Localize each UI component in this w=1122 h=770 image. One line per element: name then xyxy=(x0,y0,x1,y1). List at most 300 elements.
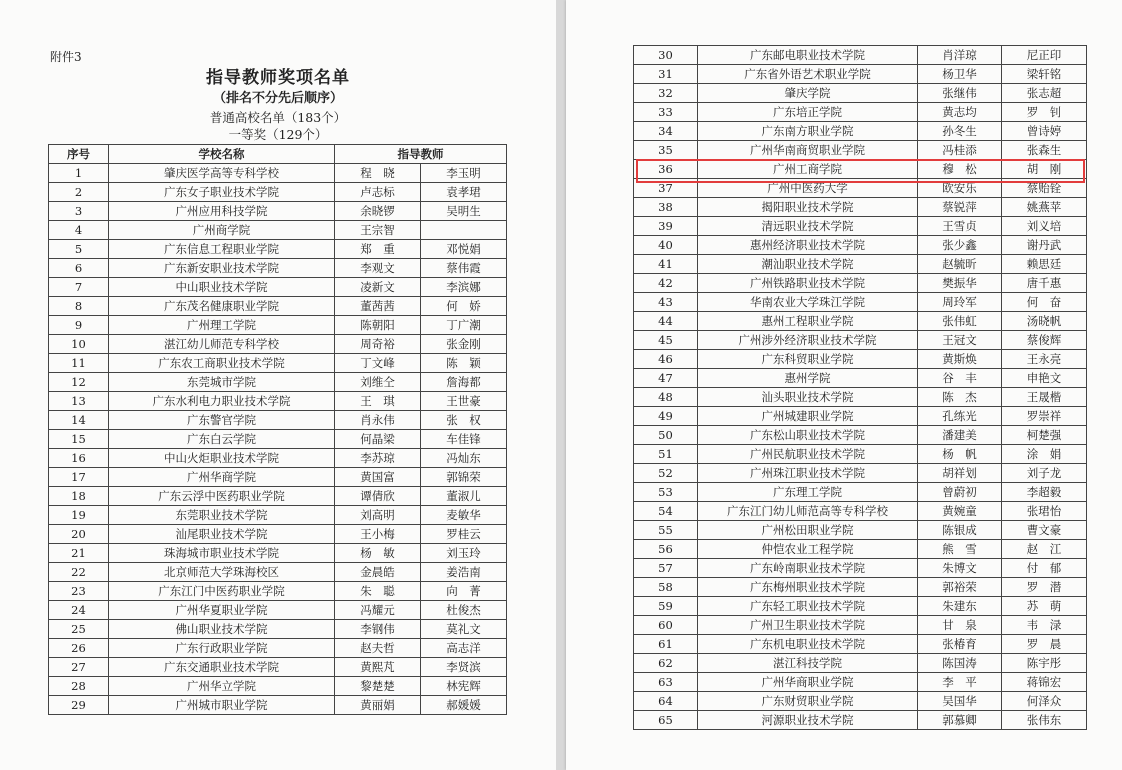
cell-teacher-2: 张珺怡 xyxy=(1002,502,1087,521)
table-row xyxy=(634,236,1087,255)
cell-teacher-2: 赖思廷 xyxy=(1002,255,1087,274)
cell-teacher-2: 唐千惠 xyxy=(1002,274,1087,293)
cell-teacher-1: 金晨皓 xyxy=(335,563,421,582)
cell-school: 广州珠江职业技术学院 xyxy=(698,464,918,483)
cell-teacher-2: 蔡俊辉 xyxy=(1002,331,1087,350)
cell-teacher-1: 周奇裕 xyxy=(335,335,421,354)
cell-school: 广州华商学院 xyxy=(109,468,335,487)
table-row xyxy=(49,544,507,563)
cell-no: 57 xyxy=(634,559,698,578)
cell-teacher-1: 张伟虹 xyxy=(918,312,1002,331)
cell-school: 广东江门中医药职业学院 xyxy=(109,582,335,601)
cell-school: 广东交通职业技术学院 xyxy=(109,658,335,677)
cell-teacher-1: 李苏琼 xyxy=(335,449,421,468)
table-row xyxy=(49,525,507,544)
cell-teacher-1: 冯桂添 xyxy=(918,141,1002,160)
cell-school: 广东农工商职业技术学院 xyxy=(109,354,335,373)
cell-no: 36 xyxy=(634,160,698,179)
cell-teacher-1: 穆 松 xyxy=(918,160,1002,179)
cell-no: 20 xyxy=(49,525,109,544)
table-header-row xyxy=(49,145,507,164)
table-row xyxy=(634,369,1087,388)
cell-teacher-2: 张志超 xyxy=(1002,84,1087,103)
cell-teacher-2: 张 权 xyxy=(421,411,507,430)
cell-teacher-2: 汤晓帆 xyxy=(1002,312,1087,331)
table-row xyxy=(49,335,507,354)
cell-school: 广州城市职业学院 xyxy=(109,696,335,715)
cell-teacher-1: 刘高明 xyxy=(335,506,421,525)
cell-teacher-1: 周玲军 xyxy=(918,293,1002,312)
cell-no: 9 xyxy=(49,316,109,335)
cell-teacher-2: 李超毅 xyxy=(1002,483,1087,502)
cell-teacher-1: 张椿育 xyxy=(918,635,1002,654)
cell-teacher-2: 张森生 xyxy=(1002,141,1087,160)
cell-school: 广州华商职业学院 xyxy=(698,673,918,692)
cell-school: 广东岭南职业技术学院 xyxy=(698,559,918,578)
cell-school: 广东省外语艺术职业学院 xyxy=(698,65,918,84)
cell-school: 广州城建职业学院 xyxy=(698,407,918,426)
cell-teacher-1: 曾蔚初 xyxy=(918,483,1002,502)
cell-school: 广东科贸职业学院 xyxy=(698,350,918,369)
cell-teacher-2: 郝媛媛 xyxy=(421,696,507,715)
cell-school: 广州华立学院 xyxy=(109,677,335,696)
award-heading: 一等奖（129个） xyxy=(228,127,328,142)
table-row xyxy=(634,293,1087,312)
cell-teacher-1: 李 平 xyxy=(918,673,1002,692)
cell-no: 13 xyxy=(49,392,109,411)
cell-teacher-2: 蔡伟霞 xyxy=(421,259,507,278)
page-gutter xyxy=(556,0,566,770)
cell-teacher-1: 何晶梁 xyxy=(335,430,421,449)
cell-teacher-1: 胡祥划 xyxy=(918,464,1002,483)
cell-no: 25 xyxy=(49,620,109,639)
cell-no: 63 xyxy=(634,673,698,692)
cell-teacher-1: 黄丽娟 xyxy=(335,696,421,715)
cell-teacher-2: 邓悦娟 xyxy=(421,240,507,259)
cell-teacher-1: 肖洋琼 xyxy=(918,46,1002,65)
cell-teacher-1: 黎楚楚 xyxy=(335,677,421,696)
header-school: 学校名称 xyxy=(109,145,335,164)
table-row xyxy=(49,563,507,582)
cell-teacher-1: 孔练光 xyxy=(918,407,1002,426)
cell-teacher-1: 熊 雪 xyxy=(918,540,1002,559)
cell-teacher-2: 麦敏华 xyxy=(421,506,507,525)
cell-no: 24 xyxy=(49,601,109,620)
cell-teacher-2: 姜浩南 xyxy=(421,563,507,582)
cell-no: 59 xyxy=(634,597,698,616)
table-row xyxy=(634,483,1087,502)
table-row xyxy=(634,464,1087,483)
table-row xyxy=(634,65,1087,84)
cell-school: 广州华南商贸职业学院 xyxy=(698,141,918,160)
cell-teacher-2: 向 菁 xyxy=(421,582,507,601)
cell-teacher-2: 刘义培 xyxy=(1002,217,1087,236)
cell-teacher-2: 谢丹武 xyxy=(1002,236,1087,255)
cell-no: 60 xyxy=(634,616,698,635)
cell-teacher-1: 王雪贞 xyxy=(918,217,1002,236)
table-row xyxy=(634,635,1087,654)
table-row xyxy=(49,487,507,506)
cell-school: 广州涉外经济职业技术学院 xyxy=(698,331,918,350)
cell-teacher-1: 黄熙芃 xyxy=(335,658,421,677)
cell-teacher-2: 车佳锋 xyxy=(421,430,507,449)
table-row xyxy=(49,392,507,411)
cell-no: 42 xyxy=(634,274,698,293)
cell-teacher-2: 何 奋 xyxy=(1002,293,1087,312)
cell-teacher-2: 高志洋 xyxy=(421,639,507,658)
cell-teacher-2: 张伟东 xyxy=(1002,711,1087,730)
cell-no: 30 xyxy=(634,46,698,65)
cell-teacher-1: 杨 敏 xyxy=(335,544,421,563)
cell-no: 2 xyxy=(49,183,109,202)
cell-school: 广东梅州职业技术学院 xyxy=(698,578,918,597)
cell-school: 广东水利电力职业技术学院 xyxy=(109,392,335,411)
cell-teacher-2: 陈宇彤 xyxy=(1002,654,1087,673)
cell-no: 43 xyxy=(634,293,698,312)
cell-teacher-1: 凌新文 xyxy=(335,278,421,297)
cell-no: 18 xyxy=(49,487,109,506)
cell-school: 惠州学院 xyxy=(698,369,918,388)
table-row xyxy=(49,449,507,468)
cell-teacher-2: 曾诗婷 xyxy=(1002,122,1087,141)
cell-school: 广东培正学院 xyxy=(698,103,918,122)
cell-school: 汕尾职业技术学院 xyxy=(109,525,335,544)
cell-school: 肇庆学院 xyxy=(698,84,918,103)
cell-teacher-1: 赵毓昕 xyxy=(918,255,1002,274)
cell-teacher-2: 刘子龙 xyxy=(1002,464,1087,483)
cell-teacher-2: 柯楚强 xyxy=(1002,426,1087,445)
cell-no: 29 xyxy=(49,696,109,715)
award-table-left xyxy=(48,144,507,715)
document-subtitle: （排名不分先后顺序） xyxy=(212,91,343,106)
cell-no: 45 xyxy=(634,331,698,350)
document-title: 指导教师奖项名单 xyxy=(206,68,350,88)
cell-no: 34 xyxy=(634,122,698,141)
table-row xyxy=(634,198,1087,217)
cell-teacher-1: 陈国涛 xyxy=(918,654,1002,673)
cell-teacher-2: 王晟楷 xyxy=(1002,388,1087,407)
cell-school: 广州民航职业技术学院 xyxy=(698,445,918,464)
table-row xyxy=(634,160,1087,179)
cell-school: 北京师范大学珠海校区 xyxy=(109,563,335,582)
cell-teacher-1: 蔡锐萍 xyxy=(918,198,1002,217)
cell-teacher-2: 吴明生 xyxy=(421,202,507,221)
cell-teacher-2: 蔡贻铨 xyxy=(1002,179,1087,198)
cell-school: 广东云浮中医药职业学院 xyxy=(109,487,335,506)
award-table-right xyxy=(633,45,1087,730)
cell-teacher-1: 张少鑫 xyxy=(918,236,1002,255)
table-row xyxy=(49,259,507,278)
cell-teacher-2 xyxy=(421,221,507,240)
cell-no: 31 xyxy=(634,65,698,84)
cell-teacher-1: 甘 泉 xyxy=(918,616,1002,635)
cell-no: 35 xyxy=(634,141,698,160)
cell-no: 48 xyxy=(634,388,698,407)
cell-school: 仲恺农业工程学院 xyxy=(698,540,918,559)
cell-no: 41 xyxy=(634,255,698,274)
table-row xyxy=(634,141,1087,160)
cell-teacher-1: 陈 杰 xyxy=(918,388,1002,407)
cell-teacher-1: 陈银成 xyxy=(918,521,1002,540)
cell-teacher-2: 刘玉玲 xyxy=(421,544,507,563)
table-row xyxy=(634,407,1087,426)
cell-no: 56 xyxy=(634,540,698,559)
table-row xyxy=(634,122,1087,141)
table-row xyxy=(634,179,1087,198)
cell-no: 58 xyxy=(634,578,698,597)
cell-no: 4 xyxy=(49,221,109,240)
cell-no: 15 xyxy=(49,430,109,449)
cell-no: 21 xyxy=(49,544,109,563)
cell-teacher-1: 黄国富 xyxy=(335,468,421,487)
cell-teacher-1: 卢志标 xyxy=(335,183,421,202)
cell-school: 东莞城市学院 xyxy=(109,373,335,392)
cell-school: 河源职业技术学院 xyxy=(698,711,918,730)
table-row xyxy=(634,597,1087,616)
cell-school: 中山火炬职业技术学院 xyxy=(109,449,335,468)
cell-teacher-2: 苏 萌 xyxy=(1002,597,1087,616)
cell-teacher-2: 梁轩铭 xyxy=(1002,65,1087,84)
cell-no: 6 xyxy=(49,259,109,278)
cell-no: 54 xyxy=(634,502,698,521)
cell-no: 46 xyxy=(634,350,698,369)
cell-school: 广东财贸职业学院 xyxy=(698,692,918,711)
cell-teacher-1: 樊振华 xyxy=(918,274,1002,293)
cell-teacher-1: 黄志均 xyxy=(918,103,1002,122)
table-row xyxy=(49,316,507,335)
cell-school: 广州华夏职业学院 xyxy=(109,601,335,620)
cell-school: 揭阳职业技术学院 xyxy=(698,198,918,217)
cell-teacher-2: 罗 潜 xyxy=(1002,578,1087,597)
cell-teacher-1: 李观文 xyxy=(335,259,421,278)
cell-teacher-2: 罗 晨 xyxy=(1002,635,1087,654)
cell-teacher-2: 莫礼文 xyxy=(421,620,507,639)
table-row xyxy=(49,677,507,696)
cell-teacher-2: 王永亮 xyxy=(1002,350,1087,369)
cell-teacher-2: 曹文豪 xyxy=(1002,521,1087,540)
table-row xyxy=(634,274,1087,293)
attachment-label: 附件3 xyxy=(50,50,82,64)
cell-teacher-2: 冯灿东 xyxy=(421,449,507,468)
cell-no: 49 xyxy=(634,407,698,426)
cell-school: 广东信息工程职业学院 xyxy=(109,240,335,259)
table-row xyxy=(634,616,1087,635)
table-row xyxy=(49,221,507,240)
table-row xyxy=(634,521,1087,540)
cell-teacher-2: 郭锦荣 xyxy=(421,468,507,487)
table-row xyxy=(49,183,507,202)
cell-teacher-1: 赵夫哲 xyxy=(335,639,421,658)
table-row xyxy=(634,673,1087,692)
cell-school: 清远职业技术学院 xyxy=(698,217,918,236)
cell-school: 广州理工学院 xyxy=(109,316,335,335)
cell-school: 广东轻工职业技术学院 xyxy=(698,597,918,616)
cell-school: 广东理工学院 xyxy=(698,483,918,502)
cell-teacher-1: 杨 帆 xyxy=(918,445,1002,464)
table-row xyxy=(49,164,507,183)
cell-teacher-2: 蒋锦宏 xyxy=(1002,673,1087,692)
cell-no: 26 xyxy=(49,639,109,658)
cell-teacher-1: 朱建东 xyxy=(918,597,1002,616)
cell-no: 55 xyxy=(634,521,698,540)
cell-no: 19 xyxy=(49,506,109,525)
cell-teacher-2: 李贤滨 xyxy=(421,658,507,677)
cell-teacher-1: 杨卫华 xyxy=(918,65,1002,84)
cell-teacher-1: 李钢伟 xyxy=(335,620,421,639)
table-row xyxy=(49,202,507,221)
table-row xyxy=(634,578,1087,597)
cell-teacher-2: 何泽众 xyxy=(1002,692,1087,711)
table-row xyxy=(49,620,507,639)
cell-no: 1 xyxy=(49,164,109,183)
table-row xyxy=(634,692,1087,711)
cell-school: 广州应用科技学院 xyxy=(109,202,335,221)
cell-no: 64 xyxy=(634,692,698,711)
cell-school: 广州卫生职业技术学院 xyxy=(698,616,918,635)
cell-teacher-2: 罗桂云 xyxy=(421,525,507,544)
cell-no: 17 xyxy=(49,468,109,487)
cell-teacher-1: 肖永伟 xyxy=(335,411,421,430)
cell-teacher-2: 何 娇 xyxy=(421,297,507,316)
cell-teacher-1: 陈朝阳 xyxy=(335,316,421,335)
table-row xyxy=(49,411,507,430)
cell-teacher-1: 孙冬生 xyxy=(918,122,1002,141)
table-row xyxy=(634,540,1087,559)
cell-teacher-1: 王冠文 xyxy=(918,331,1002,350)
cell-school: 广州松田职业学院 xyxy=(698,521,918,540)
cell-school: 珠海城市职业技术学院 xyxy=(109,544,335,563)
cell-school: 广东白云学院 xyxy=(109,430,335,449)
category-heading: 普通高校名单（183个） xyxy=(209,110,347,125)
cell-school: 广东南方职业学院 xyxy=(698,122,918,141)
cell-no: 39 xyxy=(634,217,698,236)
table-row xyxy=(634,255,1087,274)
cell-teacher-2: 付 郁 xyxy=(1002,559,1087,578)
cell-no: 5 xyxy=(49,240,109,259)
cell-no: 12 xyxy=(49,373,109,392)
cell-teacher-1: 郑 重 xyxy=(335,240,421,259)
cell-school: 惠州工程职业学院 xyxy=(698,312,918,331)
table-row xyxy=(49,240,507,259)
cell-teacher-2: 董淑儿 xyxy=(421,487,507,506)
cell-school: 中山职业技术学院 xyxy=(109,278,335,297)
cell-school: 潮汕职业技术学院 xyxy=(698,255,918,274)
cell-no: 38 xyxy=(634,198,698,217)
table-row xyxy=(634,103,1087,122)
cell-teacher-1: 丁文峰 xyxy=(335,354,421,373)
cell-no: 27 xyxy=(49,658,109,677)
table-row xyxy=(634,654,1087,673)
cell-teacher-2: 李玉明 xyxy=(421,164,507,183)
table-row xyxy=(49,278,507,297)
cell-teacher-2: 姚燕苹 xyxy=(1002,198,1087,217)
cell-school: 广州工商学院 xyxy=(698,160,918,179)
cell-teacher-1: 程 晓 xyxy=(335,164,421,183)
cell-school: 汕头职业技术学院 xyxy=(698,388,918,407)
cell-no: 16 xyxy=(49,449,109,468)
cell-no: 37 xyxy=(634,179,698,198)
cell-no: 10 xyxy=(49,335,109,354)
cell-no: 51 xyxy=(634,445,698,464)
table-row xyxy=(49,639,507,658)
header-teachers: 指导教师 xyxy=(335,145,507,164)
cell-teacher-1: 王 琪 xyxy=(335,392,421,411)
cell-no: 33 xyxy=(634,103,698,122)
cell-school: 广东邮电职业技术学院 xyxy=(698,46,918,65)
cell-no: 53 xyxy=(634,483,698,502)
cell-teacher-2: 丁广潮 xyxy=(421,316,507,335)
cell-teacher-1: 吴国华 xyxy=(918,692,1002,711)
table-row xyxy=(49,430,507,449)
cell-teacher-2: 王世豪 xyxy=(421,392,507,411)
table-row xyxy=(49,373,507,392)
table-row xyxy=(49,582,507,601)
cell-teacher-2: 林宪辉 xyxy=(421,677,507,696)
cell-teacher-2: 陈 颖 xyxy=(421,354,507,373)
cell-teacher-1: 冯耀元 xyxy=(335,601,421,620)
table-row xyxy=(634,331,1087,350)
cell-teacher-2: 詹海都 xyxy=(421,373,507,392)
cell-school: 华南农业大学珠江学院 xyxy=(698,293,918,312)
cell-teacher-1: 余晓锣 xyxy=(335,202,421,221)
table-row xyxy=(634,559,1087,578)
cell-teacher-2: 胡 刚 xyxy=(1002,160,1087,179)
cell-teacher-1: 朱 聪 xyxy=(335,582,421,601)
table-row xyxy=(634,445,1087,464)
cell-teacher-2: 涂 娟 xyxy=(1002,445,1087,464)
cell-teacher-2: 韦 渌 xyxy=(1002,616,1087,635)
cell-teacher-1: 董茜茜 xyxy=(335,297,421,316)
cell-no: 52 xyxy=(634,464,698,483)
cell-no: 7 xyxy=(49,278,109,297)
cell-no: 3 xyxy=(49,202,109,221)
table-row xyxy=(49,354,507,373)
cell-no: 61 xyxy=(634,635,698,654)
cell-school: 肇庆医学高等专科学校 xyxy=(109,164,335,183)
cell-school: 广东女子职业技术学院 xyxy=(109,183,335,202)
table-row xyxy=(634,388,1087,407)
table-row xyxy=(634,312,1087,331)
cell-school: 广东行政职业学院 xyxy=(109,639,335,658)
cell-school: 广州商学院 xyxy=(109,221,335,240)
cell-no: 8 xyxy=(49,297,109,316)
cell-no: 28 xyxy=(49,677,109,696)
cell-teacher-1: 郭裕荣 xyxy=(918,578,1002,597)
table-row xyxy=(49,696,507,715)
cell-no: 40 xyxy=(634,236,698,255)
cell-teacher-2: 杜俊杰 xyxy=(421,601,507,620)
cell-teacher-1: 黄斯焕 xyxy=(918,350,1002,369)
cell-no: 32 xyxy=(634,84,698,103)
cell-school: 广东机电职业技术学院 xyxy=(698,635,918,654)
cell-no: 44 xyxy=(634,312,698,331)
header-no: 序号 xyxy=(49,145,109,164)
table-row xyxy=(634,84,1087,103)
cell-teacher-2: 申艳文 xyxy=(1002,369,1087,388)
table-row xyxy=(49,506,507,525)
cell-no: 50 xyxy=(634,426,698,445)
cell-school: 广东茂名健康职业学院 xyxy=(109,297,335,316)
table-row xyxy=(49,297,507,316)
cell-teacher-1: 郭慕卿 xyxy=(918,711,1002,730)
cell-teacher-1: 黄婉童 xyxy=(918,502,1002,521)
cell-school: 广东新安职业技术学院 xyxy=(109,259,335,278)
cell-no: 47 xyxy=(634,369,698,388)
cell-no: 65 xyxy=(634,711,698,730)
cell-teacher-2: 罗崇祥 xyxy=(1002,407,1087,426)
cell-teacher-2: 罗 钊 xyxy=(1002,103,1087,122)
table-row xyxy=(49,468,507,487)
